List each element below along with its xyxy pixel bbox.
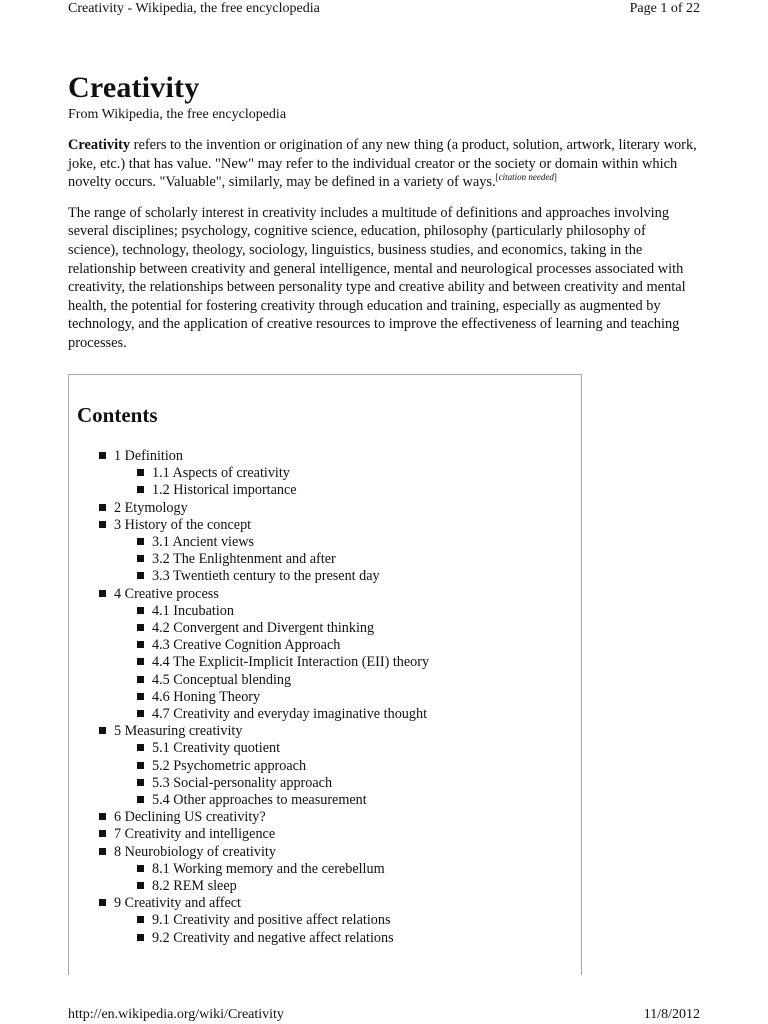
toc-item-label[interactable]: 6 Declining US creativity? <box>114 809 266 826</box>
citation-needed-text[interactable]: citation needed <box>498 172 554 183</box>
toc-item-label[interactable]: 4.6 Honing Theory <box>152 688 261 705</box>
toc-item[interactable] <box>69 912 429 929</box>
article-tagline: From Wikipedia, the free encyclopedia <box>68 107 287 122</box>
toc-item[interactable] <box>69 826 429 843</box>
toc-item[interactable] <box>69 534 429 551</box>
square-bullet-icon <box>137 693 144 700</box>
toc-item-label[interactable]: 4.4 The Explicit-Implicit Interaction (EII) theory <box>152 654 430 671</box>
toc-item[interactable] <box>69 654 429 671</box>
toc-item-label[interactable]: 1.1 Aspects of creativity <box>152 465 290 482</box>
toc-item[interactable] <box>69 689 429 706</box>
toc-item-label[interactable]: 5.2 Psychometric approach <box>152 757 307 774</box>
toc-item[interactable] <box>69 603 429 620</box>
table-of-contents <box>68 374 582 975</box>
intro-text: refers to the invention or origination of any new thing (a product, solution, artwork, literary work, joke, etc.) that has value. "New" may refer to the individual creator or the society or domain within which novelty occurs. "Valuable", similarly, may be defined in a variety of ways. <box>68 137 697 191</box>
square-bullet-icon <box>137 624 144 631</box>
toc-item-label[interactable]: 8 Neurobiology of creativity <box>114 843 276 860</box>
toc-item[interactable] <box>69 861 429 878</box>
toc-item[interactable] <box>69 930 429 947</box>
square-bullet-icon <box>137 762 144 769</box>
toc-item-label[interactable]: 4 Creative process <box>114 585 219 602</box>
toc-item-label[interactable]: 8.2 REM sleep <box>152 878 237 895</box>
toc-item-label[interactable]: 5.4 Other approaches to measurement <box>152 792 367 809</box>
print-footer-date: 11/8/2012 <box>643 1007 700 1022</box>
square-bullet-icon <box>137 658 144 665</box>
toc-item-label[interactable]: 1 Definition <box>114 448 183 464</box>
square-bullet-icon <box>137 676 144 683</box>
toc-item[interactable] <box>69 895 429 912</box>
toc-list <box>69 448 429 947</box>
toc-item[interactable] <box>69 706 429 723</box>
toc-item[interactable] <box>69 551 429 568</box>
toc-item-label[interactable]: 5.1 Creativity quotient <box>152 740 281 757</box>
toc-item-label[interactable]: 8.1 Working memory and the cerebellum <box>152 860 385 877</box>
toc-item-label[interactable]: 1.2 Historical importance <box>152 482 297 499</box>
square-bullet-icon <box>99 590 106 597</box>
toc-item-label[interactable]: 3 History of the concept <box>114 516 252 533</box>
square-bullet-icon <box>137 572 144 579</box>
toc-title: Contents <box>77 403 158 427</box>
square-bullet-icon <box>99 452 106 459</box>
toc-item[interactable] <box>69 448 429 465</box>
toc-item[interactable] <box>69 672 429 689</box>
square-bullet-icon <box>137 744 144 751</box>
toc-item[interactable] <box>69 517 429 534</box>
scope-paragraph: The range of scholarly interest in creativity includes a multitude of definitions and approaches involving several disciplines; psychology, cognitive science, education, philosophy (particularly philosophy of science), technology, theology, sociology, linguistics, business studies, and economics, taking in the relationship between creativity and general intelligence, mental and neurological processes associated with creativity, the relationships between personality type and creative ability and between creativity and mental health, the potential for fostering creativity through education and training, especially as augmented by technology, and the application of creative resources to improve the effectiveness of learning and teaching processes. <box>68 204 686 351</box>
toc-item-label[interactable]: 9.1 Creativity and positive affect relations <box>152 912 391 929</box>
square-bullet-icon <box>99 727 106 734</box>
square-bullet-icon <box>137 934 144 941</box>
toc-item-label[interactable]: 3.1 Ancient views <box>152 534 255 551</box>
square-bullet-icon <box>137 865 144 872</box>
intro-bold-term: Creativity <box>68 137 131 153</box>
toc-item-label[interactable]: 2 Etymology <box>114 499 188 516</box>
toc-item[interactable] <box>69 620 429 637</box>
toc-item[interactable] <box>69 792 429 809</box>
square-bullet-icon <box>137 710 144 717</box>
square-bullet-icon <box>99 521 106 528</box>
square-bullet-icon <box>137 779 144 786</box>
print-footer-url: http://en.wikipedia.org/wiki/Creativity <box>68 1007 284 1022</box>
toc-item[interactable] <box>69 844 429 861</box>
print-header-page-number: Page 1 of 22 <box>629 1 700 16</box>
square-bullet-icon <box>137 555 144 562</box>
toc-item[interactable] <box>69 465 429 482</box>
toc-item-label[interactable]: 4.5 Conceptual blending <box>152 671 292 688</box>
toc-item-label[interactable]: 3.2 The Enlightenment and after <box>152 551 336 568</box>
toc-item-label[interactable]: 4.3 Creative Cognition Approach <box>152 637 341 654</box>
square-bullet-icon <box>137 796 144 803</box>
toc-item[interactable] <box>69 809 429 826</box>
intro-paragraph <box>68 136 700 192</box>
toc-item-label[interactable]: 4.1 Incubation <box>152 602 234 619</box>
toc-item-label[interactable]: 7 Creativity and intelligence <box>114 826 276 843</box>
square-bullet-icon <box>99 899 106 906</box>
square-bullet-icon <box>137 469 144 476</box>
square-bullet-icon <box>137 538 144 545</box>
toc-item-label[interactable]: 5 Measuring creativity <box>114 723 243 740</box>
print-header-title: Creativity - Wikipedia, the free encyclopedia <box>68 1 320 16</box>
toc-item[interactable] <box>69 740 429 757</box>
square-bullet-icon <box>99 813 106 820</box>
toc-item-label[interactable]: 9.2 Creativity and negative affect relations <box>152 929 394 946</box>
toc-item[interactable] <box>69 758 429 775</box>
toc-item-label[interactable]: 4.7 Creativity and everyday imaginative thought <box>152 706 428 723</box>
toc-item[interactable] <box>69 878 429 895</box>
print-footer <box>68 1006 700 1024</box>
square-bullet-icon <box>137 882 144 889</box>
citation-needed-link[interactable]: [citation needed] <box>495 172 557 183</box>
square-bullet-icon <box>137 607 144 614</box>
toc-item[interactable] <box>69 586 429 603</box>
toc-item[interactable] <box>69 637 429 654</box>
toc-item-label[interactable]: 4.2 Convergent and Divergent thinking <box>152 620 375 637</box>
toc-item[interactable] <box>69 500 429 517</box>
toc-item[interactable] <box>69 568 429 585</box>
square-bullet-icon <box>137 486 144 493</box>
square-bullet-icon <box>137 916 144 923</box>
square-bullet-icon <box>99 830 106 837</box>
toc-item[interactable] <box>69 775 429 792</box>
square-bullet-icon <box>137 641 144 648</box>
toc-item-label[interactable]: 3.3 Twentieth century to the present day <box>152 568 380 585</box>
square-bullet-icon <box>99 504 106 511</box>
toc-item[interactable] <box>69 723 429 740</box>
article-body <box>68 70 700 365</box>
toc-item[interactable] <box>69 482 429 499</box>
article-title: Creativity <box>68 71 200 104</box>
toc-item-label[interactable]: 9 Creativity and affect <box>114 895 241 912</box>
print-header <box>68 0 700 22</box>
toc-item-label[interactable]: 5.3 Social-personality approach <box>152 774 333 791</box>
square-bullet-icon <box>99 848 106 855</box>
